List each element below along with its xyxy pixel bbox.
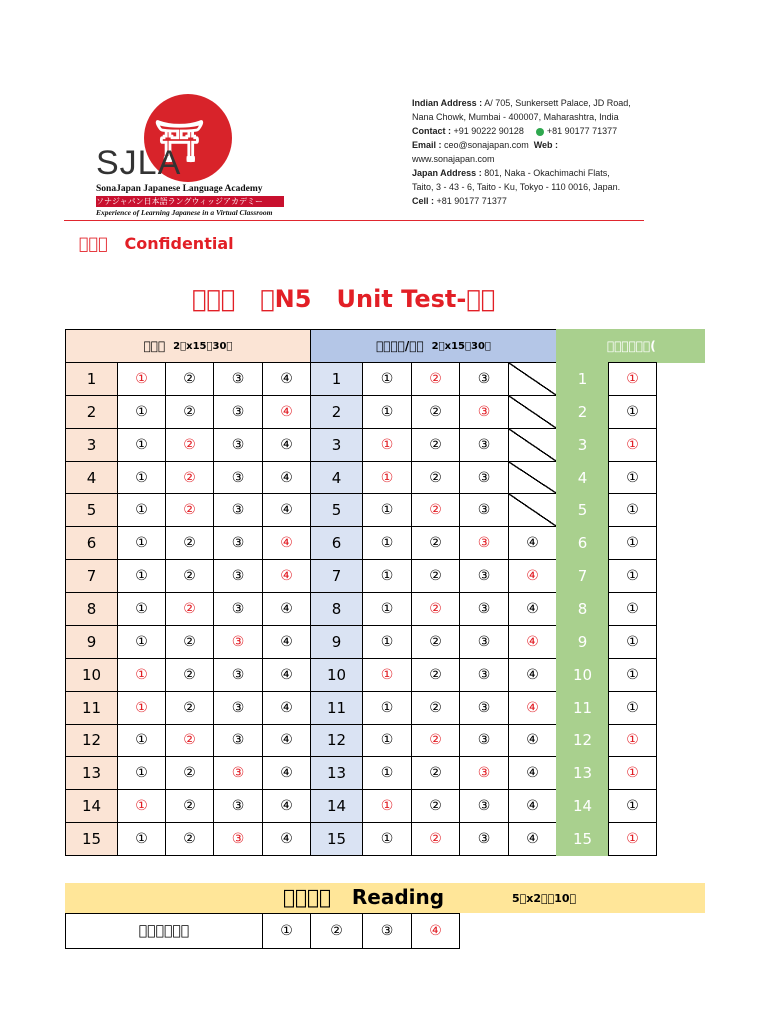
s3-question-number: 6 bbox=[556, 526, 609, 560]
s1-option: ③ bbox=[213, 362, 263, 396]
s2-option: ② bbox=[411, 461, 460, 495]
s1-question-number: 10 bbox=[65, 658, 118, 692]
section2-label:     /   bbox=[376, 339, 424, 353]
s2-correct-option: ② bbox=[411, 724, 460, 758]
s1-option: ④ bbox=[262, 493, 311, 527]
s3-question-number: 8 bbox=[556, 592, 609, 626]
s1-option: ① bbox=[117, 756, 166, 790]
s1-option: ① bbox=[117, 724, 166, 758]
reading-title:      Reading bbox=[283, 885, 445, 909]
contact-phone: +91 90222 90128 bbox=[451, 126, 524, 136]
s1-option: ④ bbox=[262, 461, 311, 495]
s2-correct-option: ③ bbox=[459, 756, 509, 790]
s2-option: ② bbox=[411, 691, 460, 725]
s1-correct-option: ① bbox=[117, 789, 166, 823]
section1-label:     bbox=[143, 339, 166, 353]
reading-option: ③ bbox=[362, 913, 412, 949]
s2-option: ③ bbox=[459, 559, 509, 593]
s1-correct-option: ② bbox=[165, 461, 214, 495]
s1-option: ② bbox=[165, 559, 214, 593]
s1-option: ④ bbox=[262, 625, 311, 659]
s3-option: ① bbox=[608, 526, 657, 560]
s1-option: ② bbox=[165, 822, 214, 856]
s1-correct-option: ① bbox=[117, 362, 166, 396]
academy-tagline: Experience of Learning Japanese in a Virtual Classroom bbox=[96, 208, 273, 217]
s3-question-number: 13 bbox=[556, 756, 609, 790]
s1-option: ① bbox=[117, 428, 166, 462]
s1-question-number: 13 bbox=[65, 756, 118, 790]
s3-option: ① bbox=[608, 625, 657, 659]
s1-option: ② bbox=[165, 526, 214, 560]
s1-correct-option: ④ bbox=[262, 559, 311, 593]
s1-option: ① bbox=[117, 395, 166, 429]
s1-option: ③ bbox=[213, 691, 263, 725]
s2-option: ④ bbox=[508, 526, 557, 560]
s3-question-number: 15 bbox=[556, 822, 609, 856]
reading-correct-option: ④ bbox=[411, 913, 460, 949]
letterhead-divider bbox=[64, 220, 644, 221]
s3-correct-option: ① bbox=[608, 724, 657, 758]
s3-correct-option: ① bbox=[608, 822, 657, 856]
s3-question-number: 12 bbox=[556, 724, 609, 758]
s1-option: ② bbox=[165, 395, 214, 429]
s1-option: ④ bbox=[262, 724, 311, 758]
s3-question-number: 1 bbox=[556, 362, 609, 396]
s1-correct-option: ③ bbox=[213, 756, 263, 790]
s1-question-number: 6 bbox=[65, 526, 118, 560]
s2-question-number: 5 bbox=[310, 493, 363, 527]
s3-question-number: 4 bbox=[556, 461, 609, 495]
s1-option: ② bbox=[165, 691, 214, 725]
india-address-block bbox=[412, 96, 642, 166]
s2-option: ③ bbox=[459, 822, 509, 856]
s2-option: ② bbox=[411, 756, 460, 790]
academy-name-katakana: ソナジャパン日本語ラングウィッジアカデミー bbox=[96, 196, 284, 207]
s1-correct-option: ③ bbox=[213, 822, 263, 856]
s1-option: ④ bbox=[262, 592, 311, 626]
page-title:      N5 Unit Test-   bbox=[192, 285, 496, 313]
s2-unused-option bbox=[508, 395, 557, 429]
s2-question-number: 4 bbox=[310, 461, 363, 495]
japan-address-block bbox=[412, 166, 642, 208]
s2-option: ③ bbox=[459, 428, 509, 462]
s2-option: ① bbox=[362, 493, 412, 527]
s3-correct-option: ① bbox=[608, 362, 657, 396]
s2-unused-option bbox=[508, 362, 557, 396]
s2-option: ① bbox=[362, 756, 412, 790]
email-value[interactable]: ceo@sonajapan.com bbox=[441, 140, 529, 150]
s2-option: ④ bbox=[508, 724, 557, 758]
s2-question-number: 8 bbox=[310, 592, 363, 626]
s1-question-number: 3 bbox=[65, 428, 118, 462]
section2-header bbox=[310, 329, 557, 363]
s1-option: ④ bbox=[262, 789, 311, 823]
academy-logo bbox=[90, 88, 290, 216]
s2-option: ③ bbox=[459, 625, 509, 659]
s2-option: ① bbox=[362, 822, 412, 856]
s2-question-number: 15 bbox=[310, 822, 363, 856]
s2-option: ② bbox=[411, 559, 460, 593]
s2-correct-option: ③ bbox=[459, 395, 509, 429]
s3-option: ① bbox=[608, 493, 657, 527]
s2-option: ③ bbox=[459, 789, 509, 823]
s1-option: ② bbox=[165, 362, 214, 396]
s2-option: ③ bbox=[459, 461, 509, 495]
s1-option: ① bbox=[117, 493, 166, 527]
s2-correct-option: ④ bbox=[508, 691, 557, 725]
s2-correct-option: ② bbox=[411, 493, 460, 527]
s1-option: ③ bbox=[213, 658, 263, 692]
s2-question-number: 10 bbox=[310, 658, 363, 692]
s3-question-number: 11 bbox=[556, 691, 609, 725]
web-value[interactable]: www.sonajapan.com bbox=[412, 154, 495, 164]
s1-option: ④ bbox=[262, 691, 311, 725]
s1-option: ④ bbox=[262, 658, 311, 692]
s2-option: ① bbox=[362, 526, 412, 560]
s3-option: ① bbox=[608, 691, 657, 725]
cell-value: +81 90177 71377 bbox=[434, 196, 507, 206]
s1-option: ④ bbox=[262, 756, 311, 790]
web-label: Web : bbox=[533, 140, 559, 150]
s2-option: ③ bbox=[459, 362, 509, 396]
s2-correct-option: ② bbox=[411, 592, 460, 626]
confidential-label:     Confidential bbox=[79, 234, 234, 253]
india-address-line1: A/ 705, Sunkersett Palace, JD Road, bbox=[482, 98, 631, 108]
s1-correct-option: ④ bbox=[262, 526, 311, 560]
s1-option: ③ bbox=[213, 526, 263, 560]
s2-correct-option: ② bbox=[411, 362, 460, 396]
s3-option: ① bbox=[608, 592, 657, 626]
s1-option: ③ bbox=[213, 789, 263, 823]
s1-correct-option: ② bbox=[165, 592, 214, 626]
s1-question-number: 4 bbox=[65, 461, 118, 495]
s1-correct-option: ① bbox=[117, 691, 166, 725]
s2-option: ① bbox=[362, 362, 412, 396]
section1-points: 2 x15 30  bbox=[173, 340, 233, 352]
s1-option: ① bbox=[117, 526, 166, 560]
email-label: Email : bbox=[412, 140, 442, 150]
s1-question-number: 14 bbox=[65, 789, 118, 823]
s1-question-number: 12 bbox=[65, 724, 118, 758]
s3-correct-option: ① bbox=[608, 756, 657, 790]
s2-option: ① bbox=[362, 724, 412, 758]
japan-address-line1: 801, Naka - Okachimachi Flats, bbox=[481, 168, 610, 178]
s2-question-number: 14 bbox=[310, 789, 363, 823]
contact-phone-alt: +81 90177 71377 bbox=[546, 126, 618, 136]
reading-option: ② bbox=[310, 913, 363, 949]
section3-header bbox=[556, 329, 705, 363]
s1-correct-option: ④ bbox=[262, 395, 311, 429]
s1-correct-option: ② bbox=[165, 724, 214, 758]
s3-option: ① bbox=[608, 461, 657, 495]
academy-name: SonaJapan Japanese Language Academy bbox=[96, 184, 263, 194]
s3-option: ① bbox=[608, 395, 657, 429]
s2-question-number: 6 bbox=[310, 526, 363, 560]
s2-option: ④ bbox=[508, 789, 557, 823]
s2-option: ② bbox=[411, 428, 460, 462]
s2-question-number: 13 bbox=[310, 756, 363, 790]
s2-correct-option: ④ bbox=[508, 625, 557, 659]
japan-address-label: Japan Address : bbox=[412, 168, 482, 178]
s3-option: ① bbox=[608, 559, 657, 593]
s1-option: ④ bbox=[262, 822, 311, 856]
japan-address-line2: Taito, 3 - 43 - 6, Taito - Ku, Tokyo - 110 0016, Japan. bbox=[412, 182, 621, 192]
s1-option: ③ bbox=[213, 428, 263, 462]
s3-correct-option: ① bbox=[608, 428, 657, 462]
s2-question-number: 7 bbox=[310, 559, 363, 593]
s2-option: ① bbox=[362, 395, 412, 429]
s3-option: ① bbox=[608, 789, 657, 823]
s2-option: ① bbox=[362, 592, 412, 626]
s2-question-number: 12 bbox=[310, 724, 363, 758]
reading-points: 5 x2  10  bbox=[512, 892, 577, 905]
s1-correct-option: ③ bbox=[213, 625, 263, 659]
s3-question-number: 10 bbox=[556, 658, 609, 692]
s2-option: ① bbox=[362, 559, 412, 593]
s2-option: ④ bbox=[508, 658, 557, 692]
s1-question-number: 11 bbox=[65, 691, 118, 725]
s2-correct-option: ① bbox=[362, 461, 412, 495]
reading-option: ① bbox=[262, 913, 311, 949]
s1-option: ③ bbox=[213, 395, 263, 429]
s2-option: ② bbox=[411, 789, 460, 823]
s1-option: ③ bbox=[213, 724, 263, 758]
s2-question-number: 3 bbox=[310, 428, 363, 462]
s2-option: ④ bbox=[508, 822, 557, 856]
s1-option: ④ bbox=[262, 428, 311, 462]
s1-correct-option: ② bbox=[165, 493, 214, 527]
s3-question-number: 9 bbox=[556, 625, 609, 659]
torii-gate-icon: ⛩ bbox=[154, 118, 205, 165]
s2-option: ③ bbox=[459, 658, 509, 692]
s1-question-number: 7 bbox=[65, 559, 118, 593]
s2-correct-option: ② bbox=[411, 822, 460, 856]
s1-option: ① bbox=[117, 625, 166, 659]
s1-option: ③ bbox=[213, 559, 263, 593]
s2-correct-option: ③ bbox=[459, 526, 509, 560]
s2-question-number: 9 bbox=[310, 625, 363, 659]
s2-option: ① bbox=[362, 625, 412, 659]
s1-question-number: 5 bbox=[65, 493, 118, 527]
cell-label: Cell : bbox=[412, 196, 435, 206]
s2-option: ③ bbox=[459, 592, 509, 626]
s1-option: ① bbox=[117, 461, 166, 495]
s2-correct-option: ① bbox=[362, 428, 412, 462]
s2-option: ③ bbox=[459, 691, 509, 725]
s2-option: ② bbox=[411, 526, 460, 560]
reading-question-label:        bbox=[65, 913, 263, 949]
whatsapp-icon bbox=[536, 128, 544, 136]
s1-question-number: 2 bbox=[65, 395, 118, 429]
s1-correct-option: ① bbox=[117, 658, 166, 692]
section3-label:       ( bbox=[607, 339, 656, 353]
s2-option: ③ bbox=[459, 493, 509, 527]
s1-option: ④ bbox=[262, 362, 311, 396]
s3-question-number: 7 bbox=[556, 559, 609, 593]
s1-option: ③ bbox=[213, 461, 263, 495]
s1-question-number: 1 bbox=[65, 362, 118, 396]
s1-question-number: 8 bbox=[65, 592, 118, 626]
s1-option: ① bbox=[117, 559, 166, 593]
s1-option: ③ bbox=[213, 493, 263, 527]
section1-header bbox=[65, 329, 311, 363]
s2-correct-option: ① bbox=[362, 789, 412, 823]
s1-option: ② bbox=[165, 756, 214, 790]
s2-question-number: 11 bbox=[310, 691, 363, 725]
s3-question-number: 3 bbox=[556, 428, 609, 462]
india-address-label: Indian Address : bbox=[412, 98, 483, 108]
s3-option: ① bbox=[608, 658, 657, 692]
s1-question-number: 9 bbox=[65, 625, 118, 659]
s2-option: ④ bbox=[508, 756, 557, 790]
s2-question-number: 1 bbox=[310, 362, 363, 396]
s2-option: ① bbox=[362, 691, 412, 725]
s2-unused-option bbox=[508, 493, 557, 527]
s3-question-number: 5 bbox=[556, 493, 609, 527]
s1-option: ③ bbox=[213, 592, 263, 626]
logo-abbreviation: SJLA bbox=[96, 144, 182, 182]
s2-question-number: 2 bbox=[310, 395, 363, 429]
s2-option: ③ bbox=[459, 724, 509, 758]
s2-option: ② bbox=[411, 395, 460, 429]
contact-label: Contact : bbox=[412, 126, 451, 136]
s2-unused-option bbox=[508, 428, 557, 462]
s2-option: ④ bbox=[508, 592, 557, 626]
s2-option: ② bbox=[411, 658, 460, 692]
s2-option: ② bbox=[411, 625, 460, 659]
s1-option: ② bbox=[165, 625, 214, 659]
s2-correct-option: ① bbox=[362, 658, 412, 692]
s3-question-number: 14 bbox=[556, 789, 609, 823]
india-address-line2: Nana Chowk, Mumbai - 400007, Maharashtra, India bbox=[412, 112, 619, 122]
s1-option: ① bbox=[117, 592, 166, 626]
s1-question-number: 15 bbox=[65, 822, 118, 856]
s1-correct-option: ② bbox=[165, 428, 214, 462]
s3-question-number: 2 bbox=[556, 395, 609, 429]
section2-points: 2 x15 30  bbox=[431, 340, 491, 352]
s1-option: ② bbox=[165, 658, 214, 692]
s2-correct-option: ④ bbox=[508, 559, 557, 593]
s1-option: ① bbox=[117, 822, 166, 856]
s1-option: ② bbox=[165, 789, 214, 823]
s2-unused-option bbox=[508, 461, 557, 495]
